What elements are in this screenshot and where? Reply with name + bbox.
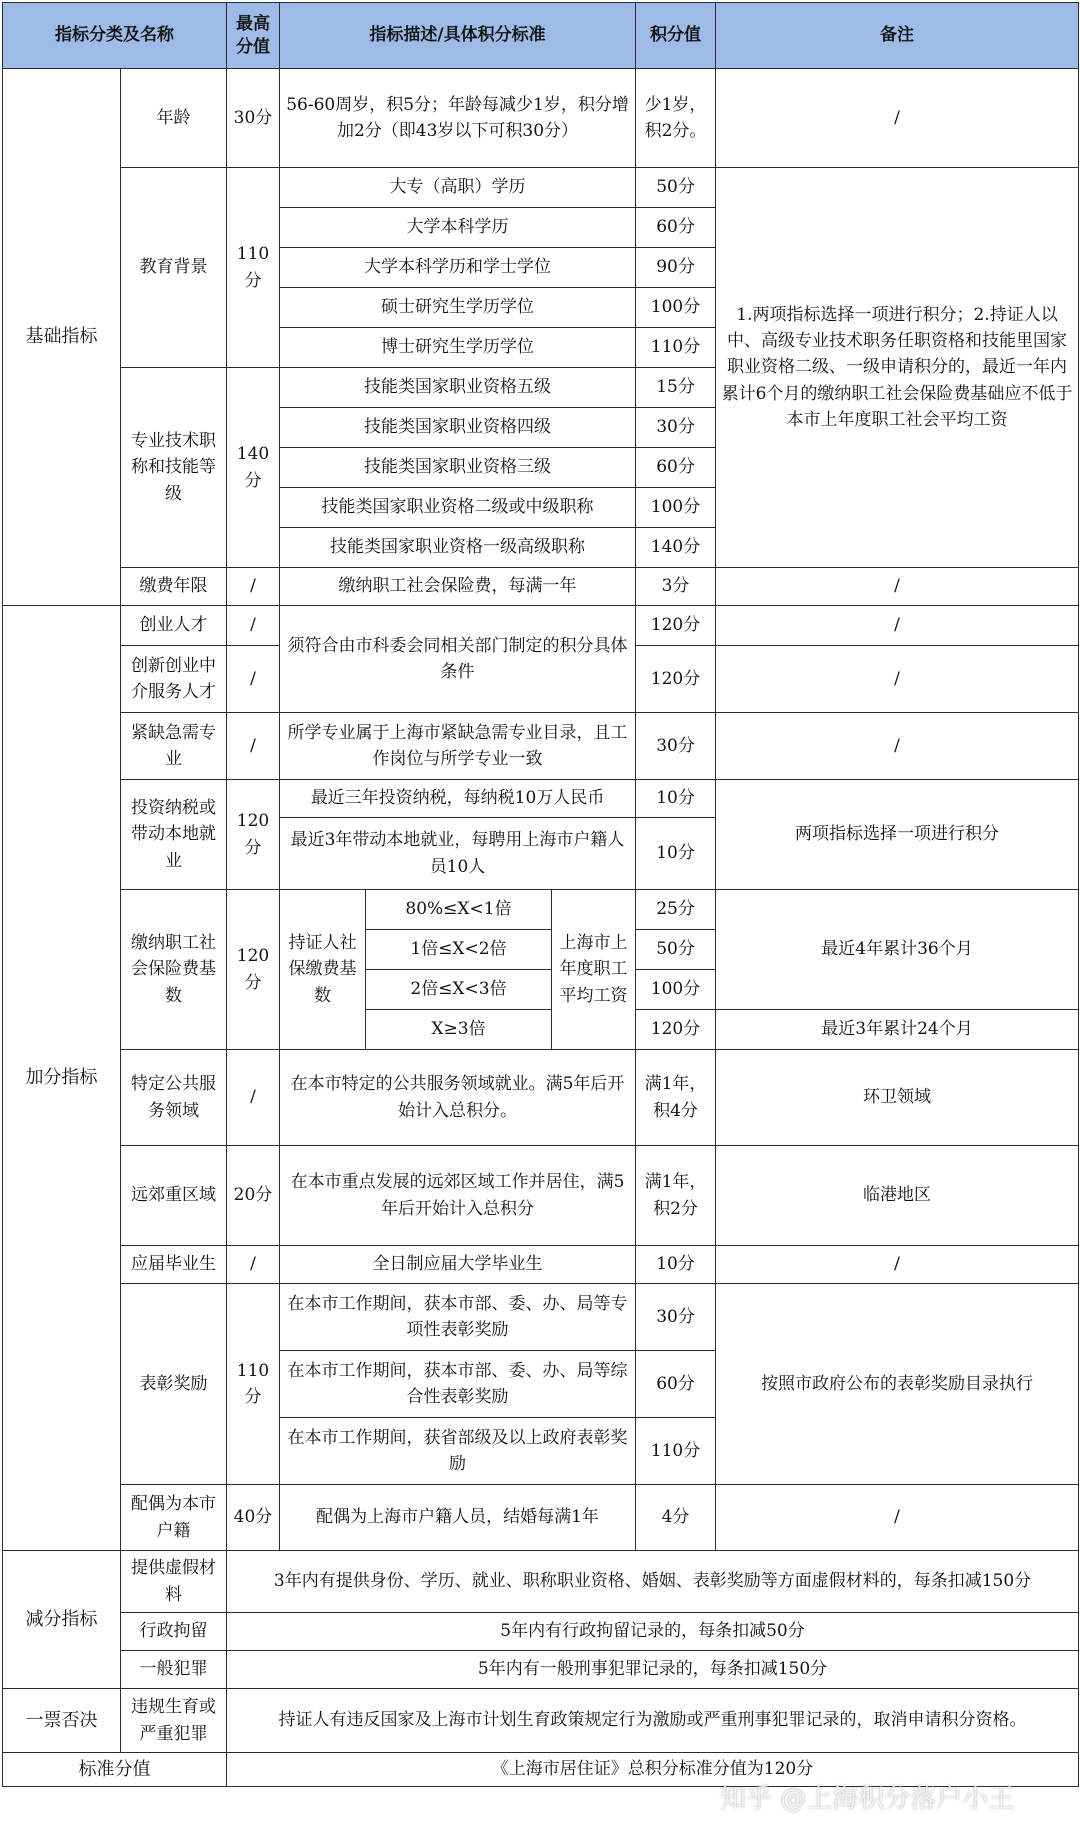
item-score: 50分 bbox=[636, 168, 716, 208]
item-max: 120分 bbox=[227, 890, 280, 1050]
item-name: 创业人才 bbox=[121, 606, 227, 646]
item-score: 90分 bbox=[636, 248, 716, 288]
item-desc: 5年内有行政拘留记录的，每条扣减50分 bbox=[227, 1613, 1079, 1651]
item-score: 3分 bbox=[636, 568, 716, 606]
item-desc: 56-60周岁，积5分；年龄每减少1岁，积分增加2分（即43岁以下可积30分） bbox=[280, 69, 636, 168]
insurance-range: 2倍≤X<3倍 bbox=[366, 970, 552, 1010]
item-score: 4分 bbox=[636, 1485, 716, 1551]
item-desc: 在本市工作期间，获本市部、委、办、局等综合性表彰奖励 bbox=[280, 1351, 636, 1418]
item-name: 配偶为本市户籍 bbox=[121, 1485, 227, 1551]
item-note: 按照市政府公布的表彰奖励目录执行 bbox=[716, 1284, 1079, 1485]
category-bonus: 加分指标 bbox=[3, 606, 121, 1551]
item-max: / bbox=[227, 646, 280, 713]
item-name: 缴费年限 bbox=[121, 568, 227, 606]
item-desc: 3年内有提供身份、学历、就业、职称职业资格、婚姻、表彰奖励等方面虚假材料的，每条扣减150分 bbox=[227, 1551, 1079, 1613]
category-basic: 基础指标 bbox=[3, 69, 121, 606]
item-note: / bbox=[716, 69, 1079, 168]
item-desc: 博士研究生学历学位 bbox=[280, 328, 636, 368]
header-max-score: 最高分值 bbox=[227, 3, 280, 69]
item-desc: 技能类国家职业资格五级 bbox=[280, 368, 636, 408]
item-name: 投资纳税或带动本地就业 bbox=[121, 780, 227, 890]
item-desc: 最近三年投资纳税，每纳税10万人民币 bbox=[280, 780, 636, 818]
item-name: 教育背景 bbox=[121, 168, 227, 368]
header-note: 备注 bbox=[716, 3, 1079, 69]
insurance-range: X≥3倍 bbox=[366, 1010, 552, 1050]
item-note: / bbox=[716, 606, 1079, 646]
item-score: 60分 bbox=[636, 208, 716, 248]
item-score: 30分 bbox=[636, 1284, 716, 1351]
points-standard-table bbox=[2, 2, 1079, 1787]
item-desc: 在本市工作期间，获本市部、委、办、局等专项性表彰奖励 bbox=[280, 1284, 636, 1351]
item-score: 140分 bbox=[636, 528, 716, 568]
header-description: 指标描述/具体积分标准 bbox=[280, 3, 636, 69]
item-desc: 技能类国家职业资格三级 bbox=[280, 448, 636, 488]
item-name: 违规生育或严重犯罪 bbox=[121, 1689, 227, 1753]
item-score: 30分 bbox=[636, 713, 716, 780]
header-row bbox=[3, 3, 1079, 69]
item-desc: 配偶为上海市户籍人员，结婚每满1年 bbox=[280, 1485, 636, 1551]
item-max: 140分 bbox=[227, 368, 280, 568]
item-desc: 硕士研究生学历学位 bbox=[280, 288, 636, 328]
table-row bbox=[3, 606, 1079, 646]
item-score: 120分 bbox=[636, 646, 716, 713]
insurance-range: 80%≤X<1倍 bbox=[366, 890, 552, 930]
item-desc: 在本市工作期间，获省部级及以上政府表彰奖励 bbox=[280, 1418, 636, 1485]
table-row bbox=[3, 168, 1079, 208]
item-desc: 持证人有违反国家及上海市计划生育政策规定行为激励或严重刑事犯罪记录的，取消申请积分资格。 bbox=[227, 1689, 1079, 1753]
standard-label: 标准分值 bbox=[3, 1753, 227, 1787]
item-name: 表彰奖励 bbox=[121, 1284, 227, 1485]
insurance-range: 1倍≤X<2倍 bbox=[366, 930, 552, 970]
item-max: / bbox=[227, 568, 280, 606]
table-row bbox=[3, 568, 1079, 606]
item-score: 10分 bbox=[636, 1246, 716, 1284]
item-score: 110分 bbox=[636, 1418, 716, 1485]
item-score: 25分 bbox=[636, 890, 716, 930]
item-note: 最近4年累计36个月 bbox=[716, 890, 1079, 1010]
item-name: 紧缺急需专业 bbox=[121, 713, 227, 780]
table-row bbox=[3, 69, 1079, 168]
item-score: 60分 bbox=[636, 448, 716, 488]
item-desc: 最近3年带动本地就业，每聘用上海市户籍人员10人 bbox=[280, 818, 636, 890]
item-score: 100分 bbox=[636, 970, 716, 1010]
item-name: 专业技术职称和技能等级 bbox=[121, 368, 227, 568]
table-row bbox=[3, 780, 1079, 818]
item-max: 40分 bbox=[227, 1485, 280, 1551]
item-desc: 技能类国家职业资格一级高级职称 bbox=[280, 528, 636, 568]
insurance-right-label: 上海市上年度职工平均工资 bbox=[552, 890, 636, 1050]
item-max: 120分 bbox=[227, 780, 280, 890]
insurance-left-label: 持证人社保缴费基数 bbox=[280, 890, 366, 1050]
item-note: / bbox=[716, 568, 1079, 606]
item-desc: 在本市重点发展的远郊区域工作并居住，满5年后开始计入总积分 bbox=[280, 1146, 636, 1246]
table-row bbox=[3, 1146, 1079, 1246]
item-note: 两项指标选择一项进行积分 bbox=[716, 780, 1079, 890]
item-score: 30分 bbox=[636, 408, 716, 448]
item-score: 10分 bbox=[636, 818, 716, 890]
item-desc: 技能类国家职业资格四级 bbox=[280, 408, 636, 448]
item-name: 创新创业中介服务人才 bbox=[121, 646, 227, 713]
table-row bbox=[3, 890, 1079, 930]
item-name: 提供虚假材料 bbox=[121, 1551, 227, 1613]
table-row bbox=[3, 1284, 1079, 1351]
item-note: / bbox=[716, 1246, 1079, 1284]
item-name: 远郊重区域 bbox=[121, 1146, 227, 1246]
item-note: 临港地区 bbox=[716, 1146, 1079, 1246]
table-row bbox=[3, 1246, 1079, 1284]
item-name: 年龄 bbox=[121, 69, 227, 168]
item-max: / bbox=[227, 713, 280, 780]
item-desc: 5年内有一般刑事犯罪记录的，每条扣减150分 bbox=[227, 1651, 1079, 1689]
item-name: 缴纳职工社会保险费基数 bbox=[121, 890, 227, 1050]
item-max: 110分 bbox=[227, 1284, 280, 1485]
item-score: 120分 bbox=[636, 1010, 716, 1050]
table-row bbox=[3, 1651, 1079, 1689]
item-desc: 须符合由市科委会同相关部门制定的积分具体条件 bbox=[280, 606, 636, 713]
item-desc: 技能类国家职业资格二级或中级职称 bbox=[280, 488, 636, 528]
item-max: 30分 bbox=[227, 69, 280, 168]
table-row bbox=[3, 1485, 1079, 1551]
standard-desc: 《上海市居住证》总积分标准分值为120分 bbox=[227, 1753, 1079, 1787]
item-name: 应届毕业生 bbox=[121, 1246, 227, 1284]
table-row bbox=[3, 1551, 1079, 1613]
item-score: 满1年，积4分 bbox=[636, 1050, 716, 1146]
item-name: 一般犯罪 bbox=[121, 1651, 227, 1689]
table-row bbox=[3, 1689, 1079, 1753]
item-desc: 在本市特定的公共服务领域就业。满5年后开始计入总积分。 bbox=[280, 1050, 636, 1146]
item-desc: 缴纳职工社会保险费，每满一年 bbox=[280, 568, 636, 606]
item-desc: 全日制应届大学毕业生 bbox=[280, 1246, 636, 1284]
item-note: / bbox=[716, 1485, 1079, 1551]
category-deduct: 减分指标 bbox=[3, 1551, 121, 1689]
item-max: / bbox=[227, 1050, 280, 1146]
item-note: / bbox=[716, 646, 1079, 713]
item-score: 110分 bbox=[636, 328, 716, 368]
category-veto: 一票否决 bbox=[3, 1689, 121, 1753]
item-name: 行政拘留 bbox=[121, 1613, 227, 1651]
item-name: 特定公共服务领域 bbox=[121, 1050, 227, 1146]
item-score: 满1年，积2分 bbox=[636, 1146, 716, 1246]
item-desc: 所学专业属于上海市紧缺急需专业目录，且工作岗位与所学专业一致 bbox=[280, 713, 636, 780]
table-row bbox=[3, 1050, 1079, 1146]
watermark: 知乎 @上海积分落户小王 bbox=[720, 1784, 1015, 1814]
item-note: 最近3年累计24个月 bbox=[716, 1010, 1079, 1050]
item-score: 10分 bbox=[636, 780, 716, 818]
item-desc: 大专（高职）学历 bbox=[280, 168, 636, 208]
item-max: / bbox=[227, 606, 280, 646]
header-score: 积分值 bbox=[636, 3, 716, 69]
header-category: 指标分类及名称 bbox=[3, 3, 227, 69]
item-desc: 大学本科学历 bbox=[280, 208, 636, 248]
table-row bbox=[3, 713, 1079, 780]
item-score: 少1岁，积2分。 bbox=[636, 69, 716, 168]
item-desc: 大学本科学历和学士学位 bbox=[280, 248, 636, 288]
item-max: 110分 bbox=[227, 168, 280, 368]
item-score: 50分 bbox=[636, 930, 716, 970]
item-score: 120分 bbox=[636, 606, 716, 646]
item-score: 15分 bbox=[636, 368, 716, 408]
table-row bbox=[3, 1613, 1079, 1651]
item-max: 20分 bbox=[227, 1146, 280, 1246]
item-score: 100分 bbox=[636, 488, 716, 528]
item-score: 60分 bbox=[636, 1351, 716, 1418]
item-note: 环卫领域 bbox=[716, 1050, 1079, 1146]
item-max: / bbox=[227, 1246, 280, 1284]
item-note: / bbox=[716, 713, 1079, 780]
shared-note: 1.两项指标选择一项进行积分；2.持证人以中、高级专业技术职务任职资格和技能里国家职业资格二级、一级申请积分的，最近一年内累计6个月的缴纳职工社会保险费基础应不低于本市上年度职工社会平均工资 bbox=[716, 168, 1079, 568]
item-score: 100分 bbox=[636, 288, 716, 328]
